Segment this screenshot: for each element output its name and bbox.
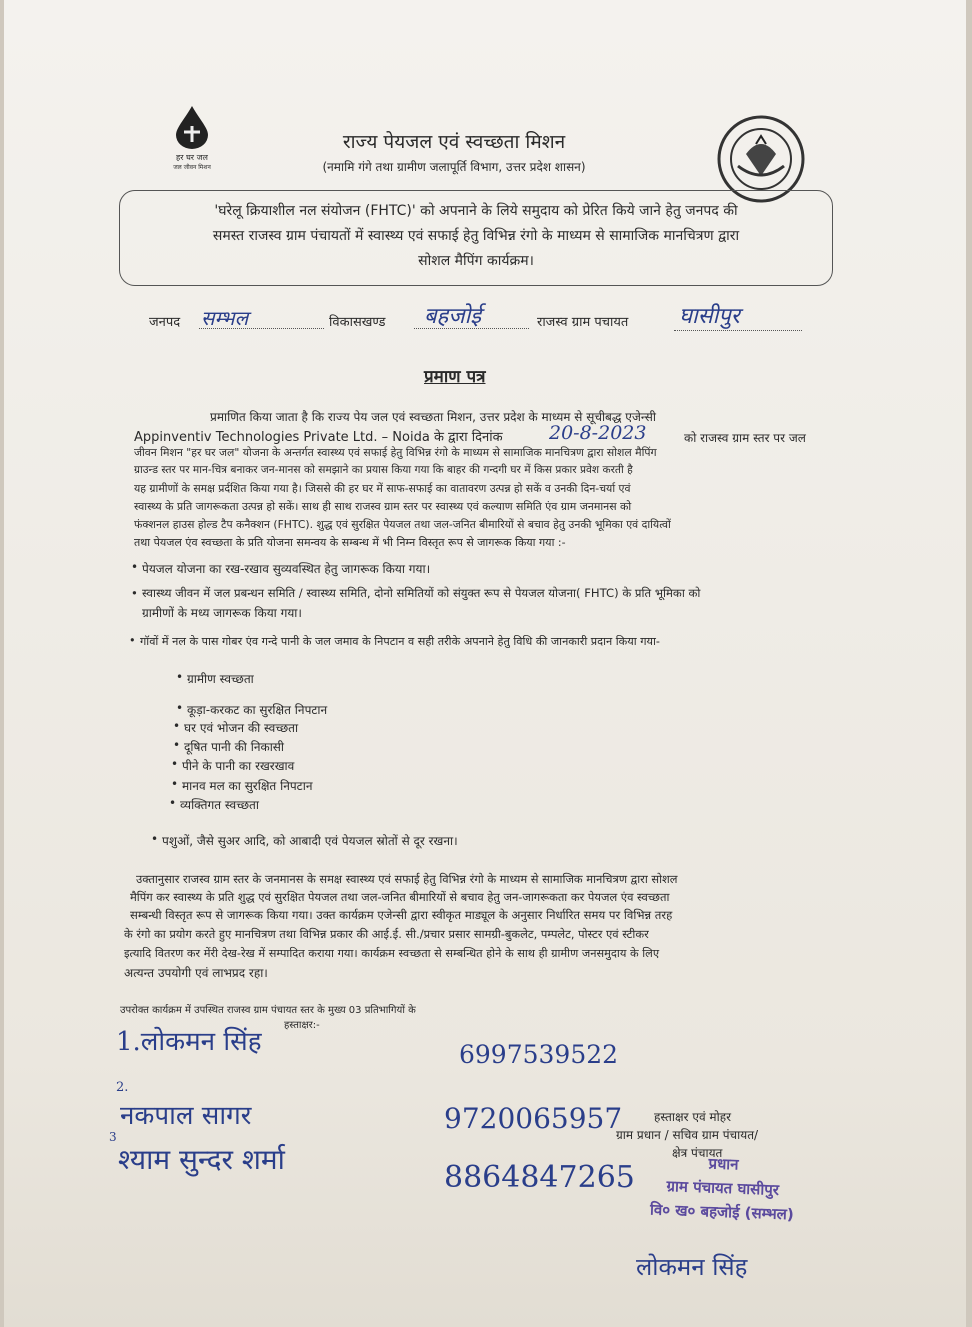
- stamp-line-1: प्रधान: [708, 1154, 739, 1174]
- p1-line-3: जीवन मिशन "हर घर जल" योजना के अन्तर्गत स्वास्थ्य एवं सफाई हेतु विभिन्न रंगो के माध्यम से सामाजिक मानचित्रण द्वारा सोशल मैपिंग: [134, 446, 657, 459]
- banner-line-2: समस्त राजस्व ग्राम पंचायतों में स्वास्थ्य एवं सफाई हेतु विभिन्न रंगो के माध्यम से सामाजिक मानचित्रण द्वारा: [212, 228, 740, 244]
- hygiene-item-5: • पीने के पानी का रखरखाव: [182, 757, 294, 774]
- p1-line-2a: Appinventiv Technologies Private Ltd. – Noida के द्वारा दिनांक: [134, 430, 503, 445]
- block-label: विकासखण्ड: [329, 315, 386, 330]
- p2-line-4: के रंगो का प्रयोग करते हुए मानचित्रण तथा विभिन्न प्रकार की आई.ई. सी./प्रचार प्रसार सामग्री-बुकलेट, पम्पलेट, पोस्टर एवं स्टीकर: [124, 927, 649, 941]
- p1-line-2b: को राजस्व ग्राम स्तर पर जल: [684, 431, 806, 445]
- hygiene-item-4: • दूषित पानी की निकासी: [184, 738, 284, 755]
- hygiene-item-2: • कूड़ा-करकट का सुरक्षित निपटान: [187, 701, 327, 718]
- bullet-1: • पेयजल योजना का रख-रखाव सुव्यवस्थित हेतु जागरूक किया गया।: [142, 560, 430, 577]
- participant-3-number: 3: [109, 1130, 117, 1144]
- program-banner: [119, 190, 833, 286]
- district-label: जनपद: [149, 315, 181, 330]
- p2-line-6: अत्यन्त उपयोगी एवं लाभप्रद रहा।: [124, 966, 268, 980]
- p1-line-8: तथा पेयजल एंव स्वच्छता के प्रति योजना समन्वय के सम्बन्ध में भी निम्न विस्तृत रूप से जागरूक किया गया :-: [134, 536, 566, 549]
- bullet-3: • गॉवों में नल के पास गोबर एंव गन्दे पानी के जल जमाव के निपटान व सही तरीके अपनाने हेतु विधि की जानकारी प्रदान किया गया-: [140, 634, 660, 649]
- p2-line-1: उक्तानुसार राजस्व ग्राम स्तर के जनमानस के समक्ष स्वास्थ्य एवं सफाई हेतु विभिन्न रंगो के माध्यम से सामाजिक मानचित्रण द्वारा सोशल: [136, 872, 678, 886]
- bullet-4: • पशुओं, जैसे सुअर आदि, को आबादी एवं पेयजल स्रोतों से दूर रखना।: [162, 832, 458, 849]
- bullet-2-line-2: ग्रामीणों के मध्य जागरूक किया गया।: [142, 606, 302, 620]
- participant-1-signature: 1.लोकमन सिंह: [116, 1027, 262, 1057]
- p2-line-3: सम्बन्धी विस्तृत रूप से जागरूक किया गया। उक्त कार्यक्रम एजेन्सी द्वारा स्वीकृत माड्यूल के अनुसार निर्धारित समय पर विभिन्न तरह: [130, 908, 673, 922]
- certificate-heading: प्रमाण पत्र: [424, 367, 486, 387]
- bullet-2-line-1: • स्वास्थ्य जीवन में जल प्रबन्धन समिति / स्वास्थ्य समिति, दोनो समितियों को संयुक्त रूप से पेयजल योजना( FHTC) के प्रति भूमिका को: [142, 586, 700, 601]
- participant-2-signature: नकपाल सागर: [120, 1101, 252, 1131]
- har-ghar-jal-logo: [162, 104, 222, 184]
- banner-line-3: सोशल मैपिंग कार्यक्रम।: [418, 253, 534, 269]
- mission-subtitle: (नमामि गंगे तथा ग्रामीण जलापूर्ति विभाग, उत्तर प्रदेश शासन): [322, 160, 586, 174]
- stamp-line-2: ग्राम पंचायत घासीपुर: [666, 1177, 780, 1199]
- logo-text-2: जल जीवन मिशन: [173, 164, 211, 171]
- p1-line-6: स्वास्थ्य के प्रति जागरूकता उत्पन्न हो सकें। साथ ही साथ राजस्व ग्राम स्तर पर स्वास्थ्य एवं कल्याण समिति एंव ग्राम जनमानस को: [134, 500, 632, 513]
- village-value: घासीपुर: [679, 304, 740, 329]
- program-date: 20-8-2023: [549, 422, 647, 444]
- hygiene-item-7: • व्यक्तिगत स्वच्छता: [180, 796, 259, 813]
- participants-sign-label: हस्ताक्षर:-: [284, 1020, 320, 1031]
- block-value: बहजोई: [424, 304, 482, 329]
- stamp-line-3: वि० ख० बहजोई (सम्भल): [649, 1200, 795, 1224]
- participants-note: उपरोक्त कार्यक्रम में उपस्थित राजस्व ग्राम पंचायत स्तर के मुख्य 03 प्रतिभागियों के: [120, 1005, 416, 1016]
- water-drop-icon: [172, 104, 212, 150]
- sign-seal-label-3: क्षेत्र पंचायत: [672, 1146, 723, 1160]
- sign-seal-label-1: हस्ताक्षर एवं मोहर: [654, 1110, 732, 1124]
- sign-seal-label-2: ग्राम प्रधान / सचिव ग्राम पंचायत/: [616, 1128, 759, 1142]
- mission-title: राज्य पेयजल एवं स्वच्छता मिशन: [342, 131, 566, 153]
- p1-line-1: प्रमाणित किया जाता है कि राज्य पेय जल एवं स्वच्छता मिशन, उत्तर प्रदेश के माध्यम से सूचीबद्ध एजेन्सी: [210, 410, 656, 424]
- p2-line-5: इत्यादि वितरण कर मेंरी देख-रेख में सम्पादित कराया गया। कार्यक्रम स्वच्छता से सम्बन्धित होने के साथ ही ग्रामीण जनसमुदाय के लिए: [124, 947, 660, 960]
- document-page: [4, 0, 966, 1327]
- p1-line-4: ग्राउन्ड स्तर पर मान-चित्र बनाकर जन-मानस को समझाने का प्रयास किया गया कि बाहर की गन्दगी घर में किस प्रकार प्रवेश करती है: [134, 464, 633, 476]
- p1-line-7: फंक्शनल हाउस होल्ड टैप कनैक्शन (FHTC). शुद्ध एवं सुरक्षित पेयजल तथा जल-जनित बीमारियों से बचाव हेतु उनकी भूमिका एवं दायित्वों: [134, 518, 671, 531]
- participant-1-phone: 6997539522: [459, 1040, 619, 1069]
- participant-2-number: 2.: [116, 1080, 129, 1095]
- p1-line-5: यह ग्रामीणों के समक्ष प्रर्दशित किया गया है। जिससे की हर घर में साफ-सफाई का वातावरण उत्पन्न हो सकें व उनकी दिन-चर्या एवं: [134, 482, 631, 495]
- logo-text-1: हर घर जल: [176, 153, 208, 162]
- district-value: सम्भल: [201, 306, 249, 330]
- block-dots: [414, 314, 529, 329]
- hygiene-item-1: • ग्रामीण स्वच्छता: [187, 670, 254, 687]
- participant-3-signature: श्याम सुन्दर शर्मा: [118, 1143, 285, 1176]
- p2-line-2: मैपिंग कर स्वास्थ्य के प्रति शुद्ध एवं सुरक्षित पेयजल तथा जल-जनित बीमारियों से बचाव हेतु जन-जागरूकता कर पेयजल एंव स्वच्छता: [130, 890, 670, 904]
- hygiene-item-3: • घर एवं भोजन की स्वच्छता: [184, 719, 298, 736]
- village-dots: [674, 316, 802, 331]
- participant-2-phone: 9720065957: [444, 1102, 623, 1135]
- village-label: राजस्व ग्राम पचायत: [537, 315, 629, 330]
- banner-line-1: 'घरेलू क्रियाशील नल संयोजन (FHTC)' को अपनाने के लिये समुदाय को प्रेरित किये जाने हेतु जनपद की: [214, 203, 738, 219]
- pradhan-signature: लोकमन सिंह: [636, 1253, 748, 1281]
- hygiene-item-6: • मानव मल का सुरक्षित निपटान: [182, 777, 312, 794]
- participant-3-phone: 8864847265: [444, 1160, 635, 1195]
- district-dots: [199, 314, 324, 329]
